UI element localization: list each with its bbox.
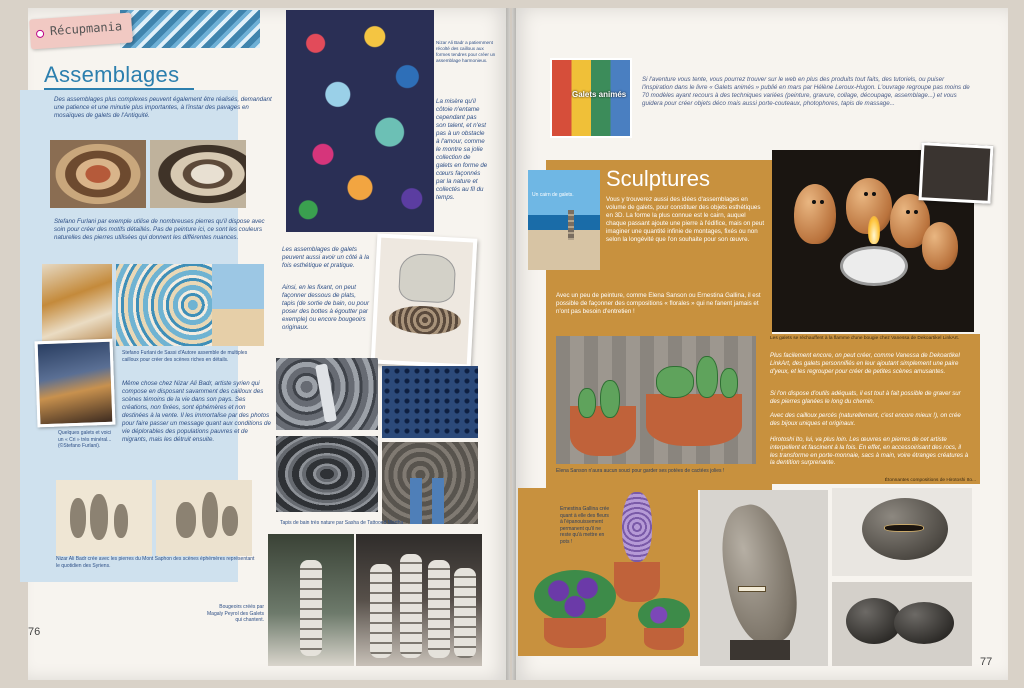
nizar-paragraph: Même chose chez Nizar Ali Badr, artiste syrien qui compose en disposant savamment des cailloux des scènes témoins de la vie dans son pays. Ses créations, non fixées, sont éphémères et non destinées à la vente. Il les immortalise par des photos pour faire passer un message quant aux conditions de vie déplorables des populations pauvres et de migrants, mais les détruit ensuite. bbox=[122, 380, 271, 443]
pebble-creature bbox=[922, 222, 958, 270]
eye bbox=[906, 210, 910, 214]
page-title-assemblages: Assemblages bbox=[44, 62, 180, 87]
heart-pebbles-photo bbox=[286, 10, 434, 232]
candles-caption: Bougeoirs créés par Magaly Peyrol des Galets qui chantent. bbox=[207, 604, 264, 623]
stone-refugees-photo-1 bbox=[56, 480, 152, 556]
stone-purse-photo bbox=[832, 488, 972, 576]
nizar-caption: Nizar Ali Badr crée avec les pierres du Mont Saphon des scènes éphémères représentant le quotidien des Syriens. bbox=[56, 556, 255, 569]
dekoartikel-paragraph: Plus facilement encore, on peut créer, comme Vanessa de Dekoartikel LinkArt, des galets personnifiés en leur ajoutant simplement une paire d'yeux, et les regrouper pour créer de petites scènes amusantes. bbox=[770, 352, 960, 375]
mosaic-photo-swan bbox=[150, 140, 246, 208]
violet-flowers bbox=[638, 598, 690, 632]
small-candle-photo bbox=[919, 142, 994, 204]
violet-flowers bbox=[534, 570, 616, 622]
tag-hole bbox=[36, 30, 45, 39]
eye bbox=[914, 210, 918, 214]
cactus-pots-photo bbox=[556, 336, 756, 464]
hyacinth-bloom bbox=[622, 492, 652, 562]
cactus-caption: Elena Sanson n'aura aucun souci pour garder ses potées de cactées jolies ! bbox=[556, 468, 725, 474]
stone-refugees-photo-2 bbox=[156, 480, 252, 556]
glass-teapot bbox=[398, 253, 456, 304]
decorative-pattern-band bbox=[120, 10, 260, 48]
cactus-stone bbox=[696, 356, 718, 398]
right-intro-paragraph: Si l'aventure vous tente, vous pourrez trouver sur le web en plus des produits tout faits, des tutoriels, ou puiser l'inspiration dans le livre « Galets animés » publié en mars par Hélène Leroux-Hugon. L'ouvrage regroupe pas moins de 70 modèles ayant recours à des techniques variées (peinture, gravure, collage, découpage, assemblage...) et vous guidera pour créer objets déco mais aussi porte-couteaux, photophores, tapis de massage... bbox=[642, 76, 970, 107]
stone-zipper-mouth bbox=[884, 524, 924, 532]
stone-figure bbox=[176, 502, 196, 538]
violet-stone-photo-1 bbox=[530, 570, 620, 650]
tools-paragraph: Si l'on dispose d'outils adéquats, il est tout à fait possible de graver sur des pierres glanées le long du chemin. bbox=[770, 390, 961, 405]
cactus-stone bbox=[720, 368, 738, 398]
intro-paragraph: Des assemblages plus complexes peuvent également être réalisés, demandant une patience et une minutie plus importantes, à l'instar des pavages en mosaïques de galets de l'Antiquité. bbox=[54, 96, 272, 119]
teapot-coaster-photo bbox=[371, 233, 478, 368]
cairn bbox=[568, 210, 574, 240]
leg bbox=[432, 478, 444, 524]
stone-figure bbox=[202, 492, 218, 538]
tealight bbox=[840, 246, 908, 286]
bathmat-feet-photo bbox=[382, 442, 478, 524]
leg bbox=[410, 478, 422, 524]
gallina-caption: Ernestina Gallina crée quant à elle des fleurs à l'épanouissement permanent qu'il ne reste qu'à mettre en pots ! bbox=[560, 506, 610, 545]
mosaic-photo-couple bbox=[212, 264, 264, 346]
eye bbox=[864, 192, 868, 196]
misery-paragraph: La misère qu'il côtoie n'entame cependant pas son talent, et n'est pas à un obstacle à l'amour, comme le montre sa jolie collection de galets en forme de cœurs façonnés par la nature et collectés au fil du temps. bbox=[436, 98, 488, 201]
zipper-stone-creature-photo bbox=[700, 490, 828, 666]
furlani-caption: Stefano Furlani de Sassi d'Autore assemble de multiples cailloux pour créer des scènes riches en détails. bbox=[122, 350, 248, 363]
stone-stack bbox=[370, 564, 392, 658]
painting-paragraph: Avec un peu de peinture, comme Elena Sanson ou Ernestina Gallina, il est possible de façonner des compositions « florales » qui ne fanent jamais et n'ont pas besoin d'entretien ! bbox=[556, 292, 761, 315]
hiroshi-caption: Étonnantes compositions de Hirotoshi Ito... bbox=[884, 478, 976, 483]
stone-figure bbox=[222, 506, 238, 536]
pebbles-mat-photo bbox=[276, 436, 378, 512]
cactus-stone bbox=[656, 366, 694, 398]
page-number-right: 77 bbox=[980, 656, 993, 668]
holes-paragraph: Avec des cailloux percés (naturellement, c'est encore mieux !), on crée des bijoux uniques et originaux. bbox=[770, 412, 961, 427]
candle-flame bbox=[868, 216, 880, 244]
stone-figure bbox=[90, 494, 108, 540]
bathmat-caption: Tapis de bain très nature par Sasha de Tattooed Martha bbox=[280, 520, 404, 526]
furlani-paragraph: Stefano Furlani par exemple utilise de nombreuses pierres qu'il dispose avec soin pour créer des motifs détaillés. Pas de peinture ici, ce sont les couleurs naturelles des pierres utilisées qui donnent les différentes nuances. bbox=[54, 218, 265, 241]
pebble-creature bbox=[794, 184, 836, 244]
section-tag-label: Récupmania bbox=[49, 19, 123, 39]
book-gutter bbox=[506, 8, 516, 680]
stone-lobe bbox=[894, 602, 954, 644]
book-cover-title: Galets animés bbox=[572, 90, 627, 99]
flower-pot bbox=[614, 562, 660, 602]
hearts-caption: Nizar Ali Badr a patiemment récolté des cailloux aux formes tendres pour créer un assemblage harmonieux. bbox=[436, 40, 496, 63]
hiroshi-paragraph: Hirotoshi Ito, lui, va plus loin. Les œuvres en pierres de cet artiste interpellent et fascinent à la fois. En effet, en accessoirisant des rocs, il les transforme en porte-monnaie, sacs à main, voire étranges créatures à la dentition surprenante. bbox=[770, 436, 969, 467]
page-number-left: 76 bbox=[28, 626, 41, 638]
candle-holder-photo-1 bbox=[268, 534, 354, 666]
mosaic-photo-shell bbox=[116, 264, 212, 346]
book-cover-galets-animes bbox=[550, 58, 632, 138]
stone-stack bbox=[428, 560, 450, 658]
page-title-sculptures: Sculptures bbox=[606, 166, 710, 191]
candle-caption: Les galets se réchauffent à la flamme d'une bougie chez Vanessa de Dekoartikel LinkArt. bbox=[770, 336, 959, 341]
cactus-stone bbox=[578, 388, 596, 418]
beach-caption: Un cairn de galets. bbox=[532, 192, 574, 198]
stone-pedestal bbox=[730, 640, 790, 660]
stone-figure bbox=[70, 498, 86, 538]
stone-bag-photo bbox=[832, 582, 972, 666]
eye bbox=[812, 200, 816, 204]
eye bbox=[872, 192, 876, 196]
violet-stone-photo-2 bbox=[636, 598, 692, 654]
title-underline bbox=[44, 88, 194, 90]
candle-holder-photo-2 bbox=[356, 534, 482, 666]
stone-stack bbox=[454, 568, 476, 658]
stone-figure bbox=[114, 504, 128, 538]
pebble-coaster bbox=[388, 304, 461, 336]
mosaic-photo-face bbox=[42, 264, 112, 344]
sculptures-paragraph: Vous y trouverez aussi des idées d'assemblages en volume de galets, pour constituer des objets esthétiques en 3D. La forme la plus connue est le cairn, auquel chaque passant ajoute une pierre à l'édifice, mais on peut imaginer une quantité infinie de montages, fixés ou non selon la longévité que l'on souhaite pour son œuvre. bbox=[606, 196, 765, 243]
flower-pot bbox=[544, 618, 606, 648]
stone-stack bbox=[400, 554, 422, 658]
scream-caption: Quelques galets et voici un « Cri » très minéral... (©Stefano Furlani). bbox=[58, 430, 112, 449]
mosaic-photo-dragonfly bbox=[50, 140, 146, 208]
bathmat-base-photo bbox=[382, 366, 478, 438]
flower-pot bbox=[646, 394, 742, 446]
practical-paragraph-1: Les assemblages de galets peuvent aussi avoir un côté à la fois esthétique et pratique. bbox=[282, 246, 370, 269]
stone-stack bbox=[300, 560, 322, 656]
eye bbox=[820, 200, 824, 204]
practical-paragraph-2: Ainsi, en les fixant, on peut façonner dessous de plats, tapis (de sortie de bain, ou pour poser des bottes à égoutter par exemple) ou encore bougeoirs originaux. bbox=[282, 284, 370, 331]
scream-mosaic-photo bbox=[35, 339, 116, 428]
stone-creature bbox=[712, 499, 806, 650]
flower-pot bbox=[644, 628, 684, 650]
stone-teeth bbox=[738, 586, 766, 592]
cactus-stone bbox=[600, 380, 620, 418]
cairn-beach-photo bbox=[528, 170, 600, 270]
